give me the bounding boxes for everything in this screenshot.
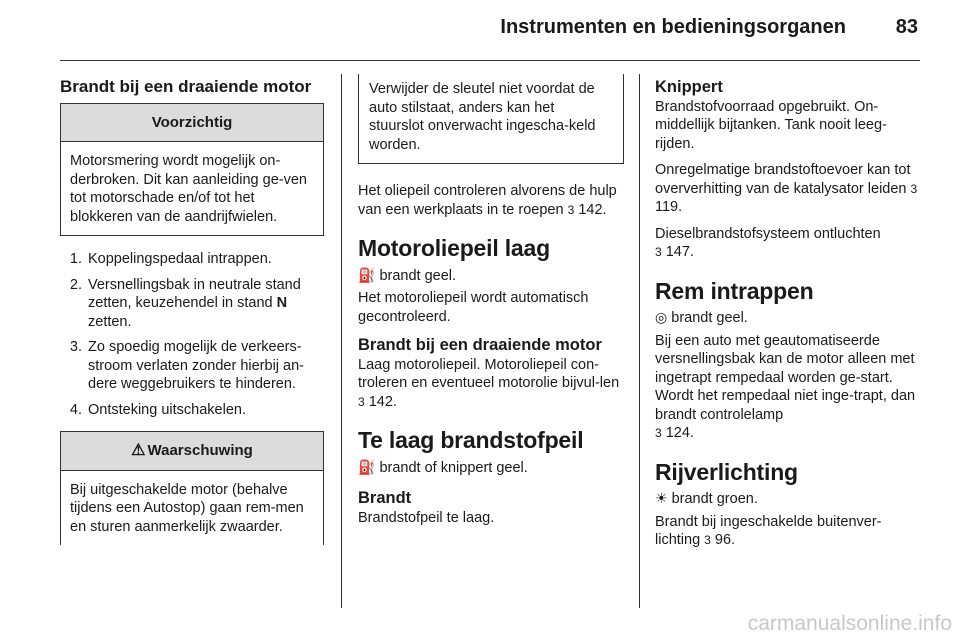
paragraph: Het motoroliepeil wordt automatisch gecontroleerd. [358,290,589,325]
paragraph: Bij een auto met geautomatiseerde versnellingsbak kan de motor alleen met ingetrapt rempedaal worden ge-start. Wordt het rempedaal niet inge-trapt, dan brandt controlelamp 3 124. [655,332,916,441]
subheading-running: Brandt bij een draaiende motor [358,336,602,354]
section-heading-running: Brandt bij een draaiende motor [60,77,312,96]
oil-status: ⛽ brandt geel. [358,266,457,284]
oil-can-icon: ⛽ [358,266,376,283]
brake-status: ◎ brandt geel. [655,309,748,326]
brake-warning-icon: ◎ [655,309,668,325]
heading-oil-level: Motoroliepeil laag [358,235,550,261]
caution-text: Motorsmering wordt mogelijk on-derbroken. Dit kan aanleiding ge-ven tot motorschade en/of tot het blokkeren van de aandrijfwielen. [70,153,307,225]
footer-watermark: carmanualsonline.info [747,612,952,635]
warning-box [60,431,324,545]
list-item: 2. Versnellingsbak in neutrale stand zetten, keuzehendel in stand N zetten. [86,276,324,332]
list-item: 3. Zo spoedig mogelijk de verkeers-stroom verlaten zonder hierbij an-dere weggebruikers te hinderen. [86,338,324,394]
heading-driving-lights: Rijverlichting [655,458,798,485]
header-rule [60,60,920,61]
page-ref-icon: 3 [704,533,711,547]
page-ref-icon: 3 [655,245,662,259]
paragraph: Het oliepeil controleren alvorens de hulp van een werkplaats in te roepen 3 142. [358,183,617,218]
warning-box-continued [358,74,624,164]
column-divider-1 [341,74,342,608]
header-title: Instrumenten en bedieningsorganen [500,16,846,38]
paragraph: Brandt bij ingeschakelde buitenver-lichting 3 96. [655,513,882,548]
paragraph: Onregelmatige brandstoftoevoer kan tot oververhitting van de katalysator leiden 3 119. [655,162,918,215]
column-1 [60,74,324,545]
subheading-brandt: Brandt [358,489,412,507]
page-ref-icon: 3 [655,426,662,440]
warning-title: ⚠ Waarschuwing [61,432,323,471]
paragraph: Brandstofvoorraad opgebruikt. On-middellijk bijtanken. Tank nooit leeg-rijden. [655,98,887,152]
lights-status: ☀ brandt groen. [655,490,758,507]
list-item: 4. Ontsteking uitschakelen. [86,401,324,420]
list-item: 1. Koppelingspedaal intrappen. [86,250,324,269]
warning-text: Bij uitgeschakelde motor (behalve tijdens een Autostop) gaan rem-men en sturen aanmerkelijk zwaarder. [70,481,304,535]
warning-triangle-icon: ⚠ [131,442,146,459]
warning-continued-text: Verwijder de sleutel niet voordat de auto stilstaat, anders kan het stuurslot onverwacht ingescha-keld worden. [369,81,596,153]
page-ref-icon: 3 [910,181,918,196]
heading-brake: Rem intrappen [655,277,814,304]
caution-box [60,103,324,237]
fuel-pump-icon: ⛽ [358,458,376,475]
heading-fuel-low: Te laag brandstofpeil [358,427,584,453]
headlight-icon: ☀ [655,490,668,506]
page-ref-icon: 3 [358,394,365,409]
paragraph: Dieselbrandstofsysteem ontluchten 3 147. [655,225,881,260]
steps-list [60,250,324,419]
page-header [0,0,960,60]
column-2 [358,74,624,535]
column-divider-2 [639,74,640,608]
page-number: 83 [895,16,918,38]
page-ref-icon: 3 [567,202,575,217]
paragraph: Brandstofpeil te laag. [358,509,495,526]
subheading-knippert: Knippert [655,78,723,96]
caution-title: Voorzichtig [61,104,323,143]
fuel-status: ⛽ brandt of knippert geel. [358,458,528,476]
paragraph: Laag motoroliepeil. Motoroliepeil con-troleren en eventueel motorolie bijvul-len 3 142. [358,356,620,410]
column-3 [655,74,923,558]
